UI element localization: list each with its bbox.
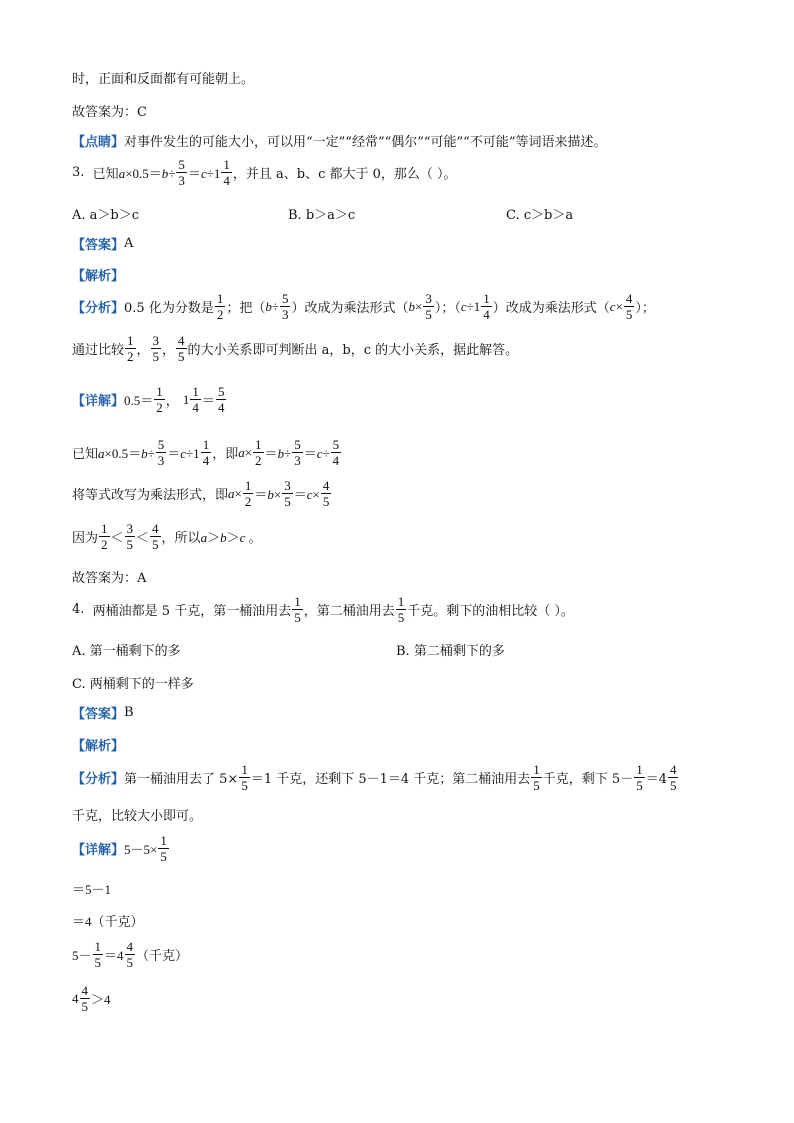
point-label: 【点睛】 — [72, 135, 125, 150]
q2-answer-line: 故答案为：C — [72, 105, 147, 120]
q4-step5: 4 $\frac{4}{5}$ ＞4 — [72, 983, 111, 1014]
q3-because: 因为 $\frac{1}{2}$ ＜ $\frac{3}{5}$ ＜ $\frac{4}{5}$ ，所以 a＞b＞c 。 — [72, 521, 262, 552]
q4-detail: 【详解】 5－5× $\frac{1}{5}$ — [72, 833, 167, 864]
q4-step3: ＝4（千克） — [72, 914, 144, 929]
q4-step4: 5－ $\frac{1}{5}$ ＝4 $\frac{4}{5}$ （千克） — [72, 939, 189, 970]
q3-known: 已知 a×0.5＝b÷ $\frac{5}{3}$ ＝c÷1 $\frac{1}{4}$ ，即 a× $\frac{1}{2}$ ＝b÷ $\frac{5}{3}$ ＝c÷ $\frac{5}{4}$ — [72, 437, 340, 468]
q3-option-c: C. c＞b＞a — [506, 208, 574, 223]
q4-option-c: C. 两桶剩下的一样多 — [72, 677, 194, 692]
q3-option-b: B. b＞a＞c — [288, 208, 356, 223]
q3-answer: 【答案】 A — [72, 236, 134, 253]
q4-fenxi: 【分析】 第一桶油用去了 5× $\frac{1}{5}$ ＝1 千克，还剩下 5－1＝4 千克；第二桶油用去 $\frac{1}{5}$ 千克，剩下 5－ $\frac{1}{5}$ ＝4 $\frac{4}{5}$ — [72, 762, 677, 793]
q4-answer: 【答案】 B — [72, 705, 134, 722]
q3-compare: 通过比较 $\frac{1}{2}$ ， $\frac{3}{5}$ ， $\frac{4}{5}$ 的大小关系即可判断出 a，b，c 的大小关系，据此解答。 — [72, 333, 519, 364]
point-text: 对事件发生的可能大小，可以用“一定”“经常”“偶尔”“可能”“不可能”等词语来描述。 — [124, 135, 607, 150]
q4-option-a: A. 第一桶剩下的多 — [72, 644, 181, 659]
q4-fenxi-cont: 千克，比较大小即可。 — [72, 809, 203, 824]
q3-detail: 【详解】 0.5＝ $\frac{1}{2}$ ， 1 $\frac{1}{4}$ ＝ $\frac{5}{4}$ — [72, 384, 225, 415]
q4-stem: 4. 两桶油都是 5 千克，第一桶油用去 $\frac{1}{5}$ ，第二桶油用去 $\frac{1}{5}$ 千克。剩下的油相比较（ ）。 — [72, 594, 574, 625]
q3-option-a: A. a＞b＞c — [72, 208, 140, 223]
q4-step2: ＝5－1 — [72, 882, 112, 897]
q2-point-line — [72, 131, 606, 150]
q3-analysis-label: 【解析】 — [72, 269, 125, 284]
q3-stem: 3. 已知 a×0.5＝b÷ $\frac{5}{3}$ ＝c÷1 $\frac{1}{4}$ ，并且 a、b、c 都大于 0，那么（ ）。 — [72, 157, 457, 188]
q3-rewrite: 将等式改写为乘法形式，即 a× $\frac{1}{2}$ ＝b× $\frac{3}{5}$ ＝c× $\frac{4}{5}$ — [72, 478, 330, 509]
q4-option-b: B. 第二桶剩下的多 — [396, 644, 505, 659]
q3-final: 故答案为：A — [72, 571, 147, 586]
q4-analysis-label: 【解析】 — [72, 739, 125, 754]
q3-fenxi: 【分析】 0.5 化为分数是 $\frac{1}{2}$ ；把（ b ÷ $\frac{5}{3}$ ）改成为乘法形式（ b × $\frac{3}{5}$ ）；（ c÷1 $\frac{1}{4}$ ）改成为乘法形式（ c × $\frac{4}{5}$ ）； — [72, 291, 655, 322]
intro-line: 时，正面和反面都有可能朝上。 — [72, 72, 255, 87]
